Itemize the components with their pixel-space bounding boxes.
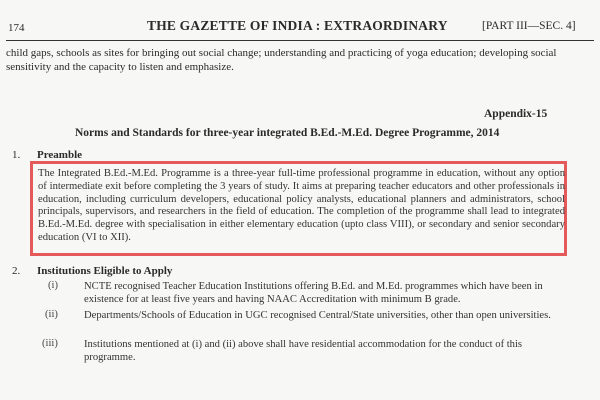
section-heading-preamble: Preamble	[37, 149, 83, 161]
appendix-label: Appendix-15	[484, 108, 548, 120]
section-heading-institutions: Institutions Eligible to Apply	[37, 265, 173, 277]
section-number: 2.	[12, 265, 21, 277]
continued-paragraph: child gaps, schools as sites for bringing out social change; understanding and practicing of yoga education; developing social sensitivity and the capacity to listen and emphasize.	[6, 47, 557, 73]
section-number: 1.	[12, 149, 21, 161]
list-item: Institutions mentioned at (i) and (ii) above shall have residential accommodation for the conduct of this programme.	[84, 339, 523, 363]
list-item-label: (iii)	[42, 338, 58, 349]
list-item-label: (ii)	[45, 309, 58, 320]
document-title: Norms and Standards for three-year integrated B.Ed.-M.Ed. Degree Programme, 2014	[75, 127, 500, 139]
page-header	[0, 18, 600, 40]
header-divider	[6, 40, 594, 41]
part-section-label: [PART III—SEC. 4]	[482, 20, 576, 32]
page-number: 174	[8, 22, 25, 34]
preamble-paragraph: The Integrated B.Ed.-M.Ed. Programme is a three-year full-time professional programme in education, without any option of intermediate exit before completing the 3 years of study. It aims at preparing teacher educators and other professionals in education, including curriculum developers, educational policy analysts, educational planners and administrators, school principals, supervisors, and researchers in the field of education. The completion of the programme shall lead to integrated B.Ed.-M.Ed. degree with specialisation in either elementary education (upto class VIII), or secondary and senior secondary education (VI to XII).	[38, 168, 565, 243]
gazette-title: THE GAZETTE OF INDIA : EXTRAORDINARY	[147, 18, 448, 33]
list-item-label: (i)	[48, 280, 58, 291]
list-item: Departments/Schools of Education in UGC recognised Central/State universities, other than open universities.	[84, 310, 551, 321]
list-item: NCTE recognised Teacher Education Institutions offering B.Ed. and M.Ed. programmes which have been in existence for at least five years and having NAAC Accreditation with minimum B grade.	[84, 281, 543, 305]
